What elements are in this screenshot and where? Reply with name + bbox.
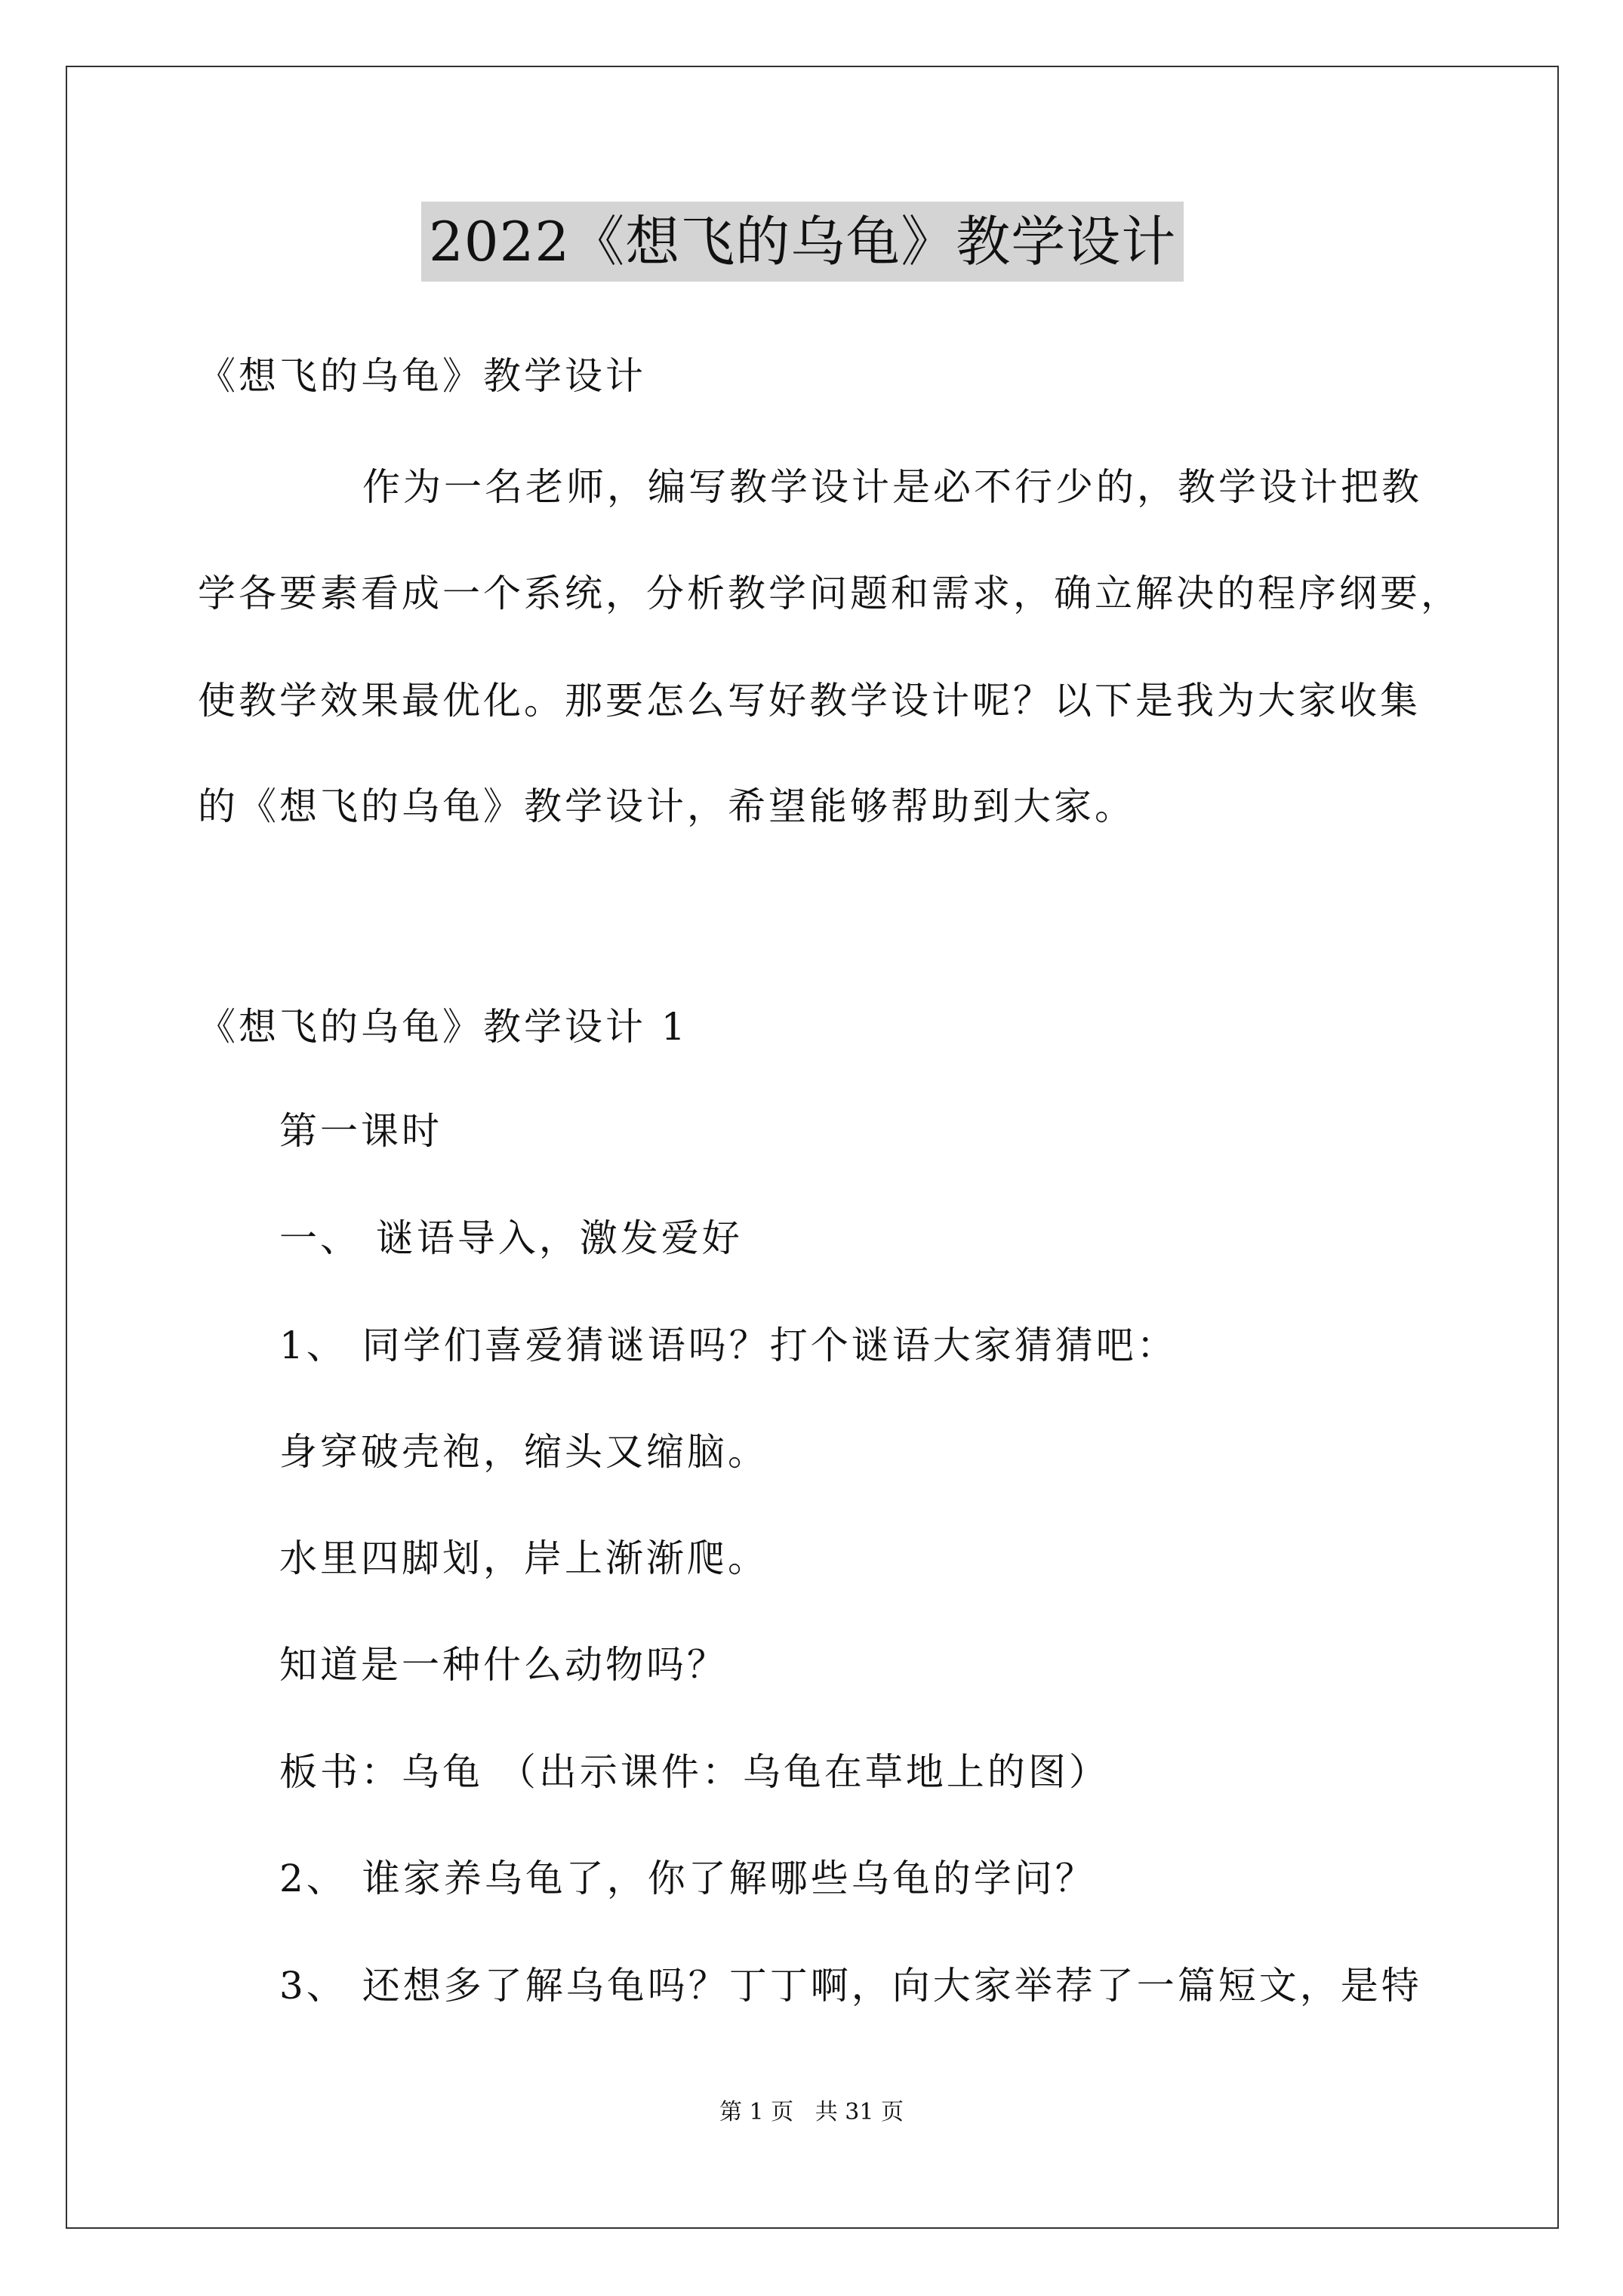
list-item-1: 1、 同学们喜爱猜谜语吗？打个谜语大家猜猜吧： xyxy=(279,1324,1178,1367)
list-item-3: 3、 还想多了解乌龟吗？丁丁啊，向大家举荐了一篇短文，是特 xyxy=(279,1964,1422,2008)
board-note: 板书：乌龟 （出示课件：乌龟在草地上的图） xyxy=(279,1750,1110,1794)
intro-line-2: 学各要素看成一个系统，分析教学问题和需求，确立解决的程序纲要， xyxy=(198,572,1461,615)
step-heading-1: 一、 谜语导入，激发爱好 xyxy=(279,1216,743,1260)
riddle-line-2: 水里四脚划，岸上渐渐爬。 xyxy=(279,1536,768,1580)
page-number: 第 1 页 共 31 页 xyxy=(719,2099,904,2125)
riddle-question: 知道是一种什么动物吗？ xyxy=(279,1643,728,1687)
intro-line-3: 使教学效果最优化。那要怎么写好教学设计呢？以下是我为大家收集 xyxy=(198,679,1421,723)
intro-line-4: 的《想飞的乌龟》教学设计，希望能够帮助到大家。 xyxy=(198,784,1135,828)
section-heading: 《想飞的乌龟》教学设计 1 xyxy=(198,1005,688,1049)
document-title: 2022《想飞的乌龟》教学设计 xyxy=(421,202,1184,282)
intro-line-1: 作为一名老师，编写教学设计是必不行少的，教学设计把教 xyxy=(362,465,1422,509)
riddle-line-1: 身穿破壳袍，缩头又缩脑。 xyxy=(279,1430,768,1474)
lesson-label: 第一课时 xyxy=(279,1109,442,1153)
page-footer xyxy=(0,2097,1623,2128)
document-subtitle: 《想飞的乌龟》教学设计 xyxy=(198,354,646,398)
list-item-2: 2、 谁家养乌龟了，你了解哪些乌龟的学问？ xyxy=(279,1857,1096,1900)
